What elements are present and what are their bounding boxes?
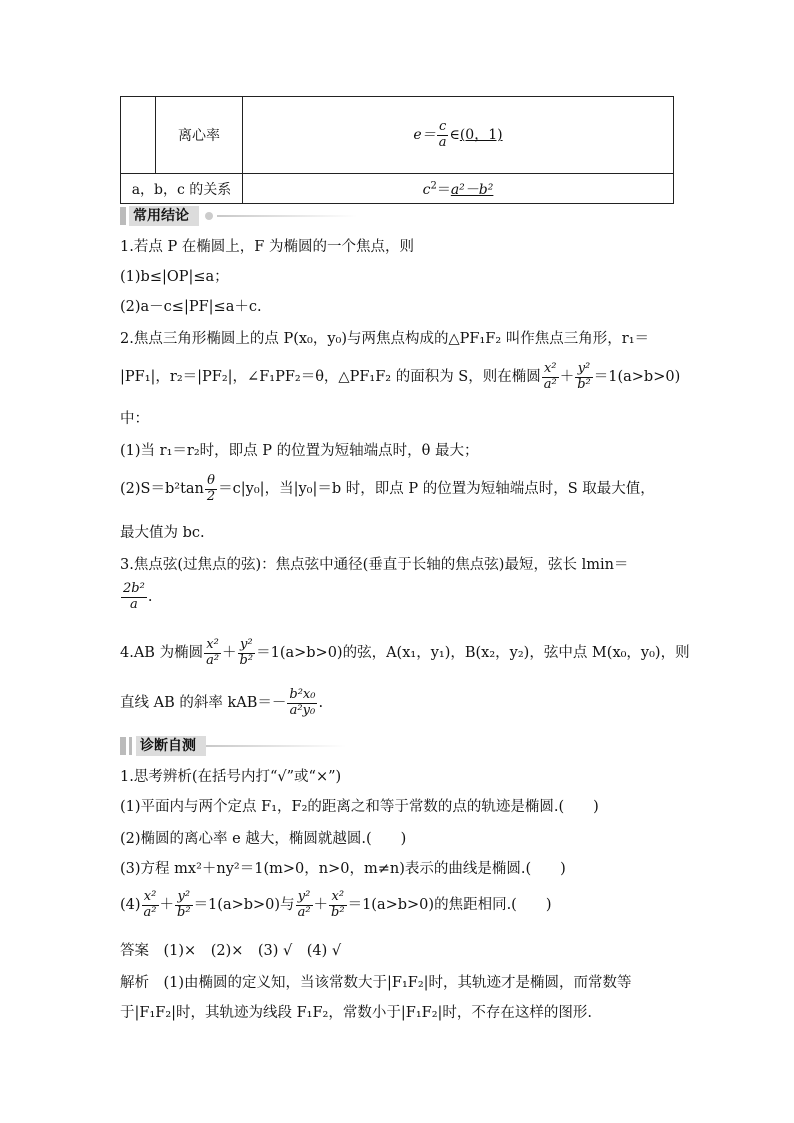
section-title: 诊断自测 [136,736,206,756]
fraction-denominator: 2 [206,488,216,504]
fraction-denominator: b² [239,652,254,668]
text-segment: ＝1(a>b>0)与 [193,897,295,913]
text-line: (3)方程 mx²＋ny²＝1(m>0，n>0，m≠n)表示的曲线是椭圆.( ) [120,861,566,877]
text-segment: (2)S＝b²tan [120,481,204,497]
ecc-in-symbol: ∈ [449,127,460,143]
text-line [120,637,690,668]
fraction-numerator: x² [329,890,347,905]
text-segment: 直线 AB 的斜率 kAB＝－ [120,695,287,711]
text-segment: 4.AB 为椭圆 [120,645,204,661]
ecc-range: (0，1) [459,127,503,143]
text-line [120,890,674,920]
analysis-line: 于|F₁F₂|时，其轨迹为线段 F₁F₂，常数小于|F₁F₂|时，不存在这样的图形. [120,1005,592,1021]
section-dot [205,212,213,220]
table-row [121,174,674,204]
text-line: (1)平面内与两个定点 F₁，F₂的距离之和等于常数的点的轨迹是椭圆.( ) [120,799,599,815]
analysis-line: 解析 (1)由椭圆的定义知，当该常数大于|F₁F₂|时，其轨迹才是椭圆，而常数等 [120,975,632,991]
fraction [329,890,347,920]
text-segment: ＝1(a>b>0) [593,369,681,385]
section-marker [120,207,126,225]
text-segment: ＋ [559,369,575,385]
fraction-denominator: a²y₀ [289,702,316,718]
fraction-numerator: 2b² [123,581,145,597]
section-rule [206,745,346,747]
table-cell-eccentricity [243,97,674,174]
relation-right: a²－b² [450,181,494,198]
relation-eq: ＝ [436,181,451,198]
text-line [120,582,674,612]
text-line: (1)当 r₁＝r₂时，即点 P 的位置为短轴端点时，θ 最大； [120,443,479,459]
fraction-denominator: a² [297,904,311,920]
fraction-denominator: b² [577,376,591,392]
fraction-y2-b2 [238,638,256,668]
relation-c: c [422,181,431,198]
fraction-slope [287,688,317,718]
answer-line: 答案 (1)× (2)× (3) √ (4) √ [120,943,342,959]
section-header-diagnosis [120,736,346,756]
section-title: 常用结论 [129,206,199,226]
fraction-numerator: x² [542,362,559,377]
relation-c-sup: 2 [430,179,437,191]
table-cell-label: 离心率 [156,97,243,174]
fraction-numerator: y² [238,638,256,653]
ellipse-properties-table [120,96,674,204]
fraction [296,890,313,920]
table-row [121,97,674,174]
text-segment: |PF₁|，r₂＝|PF₂|，∠F₁PF₂＝θ，△PF₁F₂ 的面积为 S，则在椭圆 [120,369,541,385]
text-line: 2.焦点三角形椭圆上的点 P(x₀，y₀)与两焦点构成的△PF₁F₂ 叫作焦点三角形，r₁＝ [120,331,650,347]
text-line: (2)椭圆的离心率 e 越大，椭圆就越圆.( ) [120,831,407,847]
fraction-c-over-a [437,120,449,150]
text-segment: (4) [120,897,141,913]
fraction-theta-2 [205,474,217,504]
text-line: (1)b≤|OP|≤a； [120,269,229,285]
fraction-numerator: x² [204,638,221,653]
text-line: 最大值为 bc. [120,525,205,541]
fraction-numerator: y² [296,890,313,905]
fraction-numerator: y² [175,890,193,905]
text-segment: ＋ [222,645,237,661]
table-cell-blank [121,97,156,174]
fraction-x2-a2 [542,362,559,392]
section-marker [120,737,126,755]
fraction [142,890,159,920]
text-segment: . [147,589,153,605]
section-header-conclusions [120,206,357,226]
text-segment: ＝1(a>b>0)的焦距相同.( ) [347,897,552,913]
text-line [120,474,674,504]
text-segment: ＝1(a>b>0)的弦，A(x₁，y₁)，B(x₂，y₂)，弦中点 M(x₀，y₀)，则 [256,645,690,661]
fraction-x2-a2 [204,638,221,668]
text-line [120,361,681,392]
text-line: 1.若点 P 在椭圆上，F 为椭圆的一个焦点，则 [120,239,414,255]
ecc-prefix: e＝ [413,127,436,143]
text-segment: . [318,695,324,711]
fraction-denominator: b² [177,904,191,920]
table-cell-abc-relation [243,174,674,204]
text-line: 1.思考辨析(在括号内打“√”或“×”) [120,769,342,785]
fraction-denominator: b² [331,904,345,920]
fraction-denominator: a² [206,652,220,668]
fraction-denominator: a [130,596,138,612]
text-line: 中： [120,411,149,427]
fraction-numerator: θ [205,474,217,489]
table-cell-label: a，b，c 的关系 [121,174,243,204]
fraction-numerator: b²x₀ [289,687,316,703]
fraction-numerator: x² [142,890,159,905]
fraction-denominator: a² [143,904,157,920]
section-rule [217,215,357,217]
text-segment: ＝c|y₀|，当|y₀|＝b 时，即点 P 的位置为短轴端点时，S 取最大值， [218,481,655,497]
fraction-denominator: a [438,134,447,150]
text-segment: ＋ [313,897,329,913]
fraction-y2-b2 [575,362,593,392]
fraction-numerator: c [437,120,449,135]
fraction-denominator: a² [543,376,557,392]
text-line: 3.焦点弦(过焦点的弦)：焦点弦中通径(垂直于长轴的焦点弦)最短，弦长 lmin＝ [120,557,629,573]
fraction-numerator: y² [575,362,593,377]
text-segment: ＋ [159,897,175,913]
fraction [175,890,193,920]
text-line: (2)a－c≤|PF|≤a＋c. [120,299,262,315]
text-line [120,688,674,718]
section-marker [129,737,132,755]
fraction-2b2-a [121,582,147,612]
